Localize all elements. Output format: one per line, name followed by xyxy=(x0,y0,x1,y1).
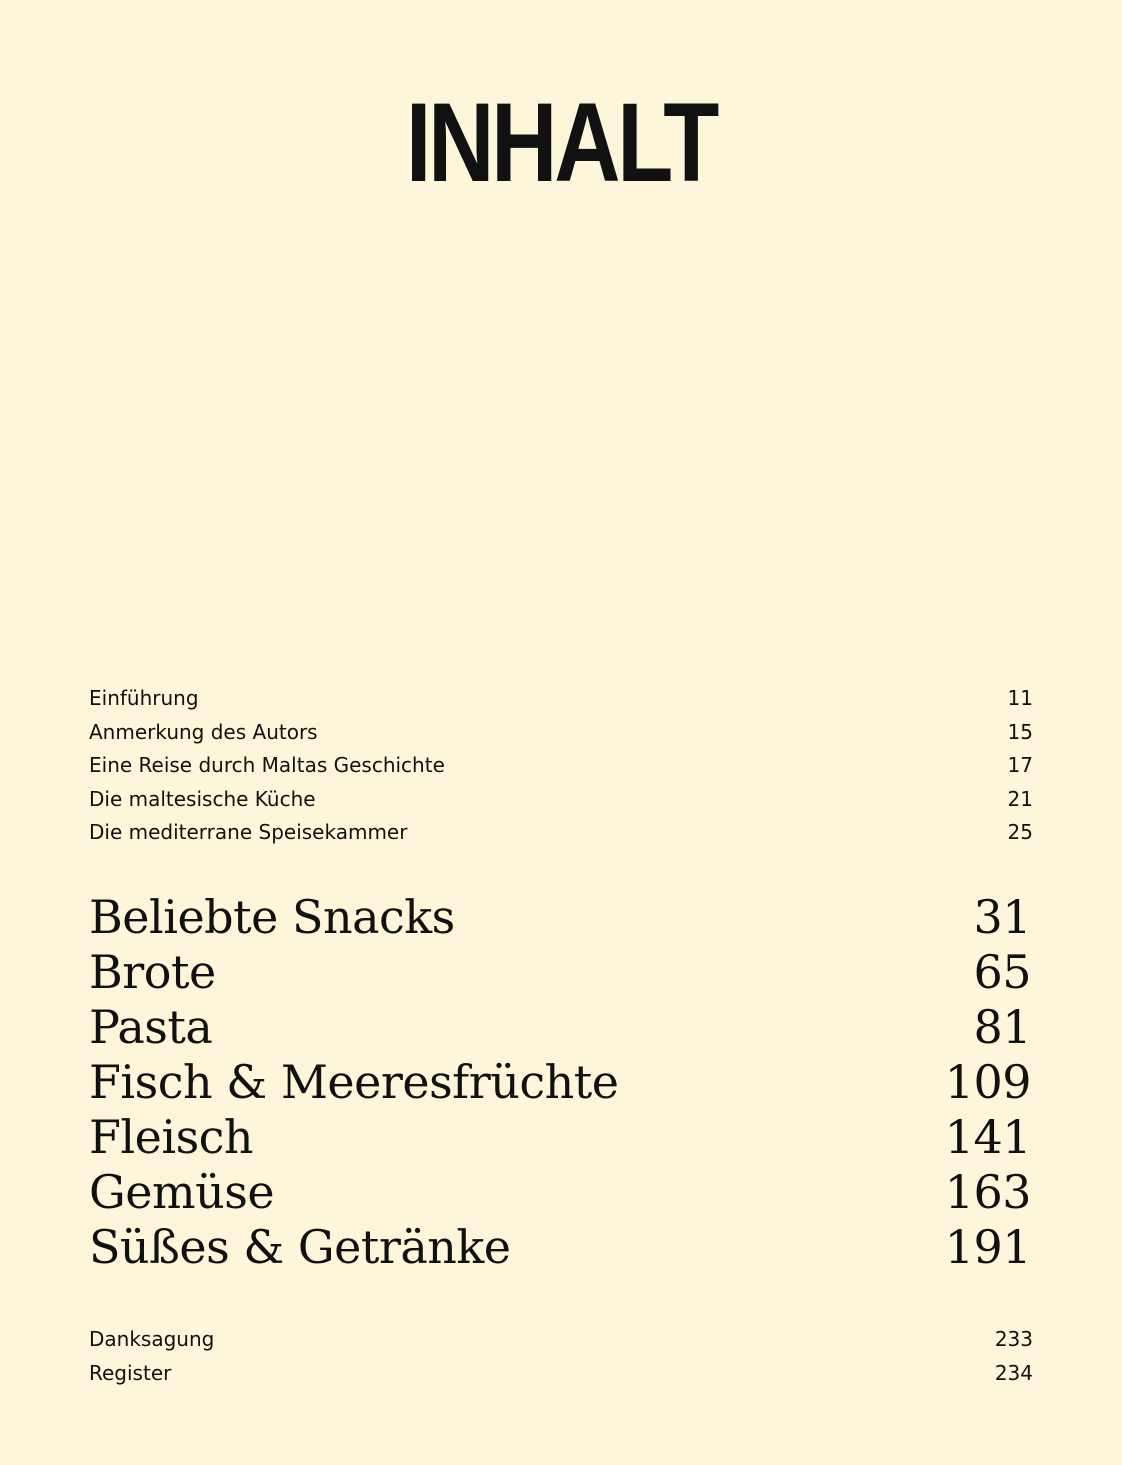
toc-entry-reise[interactable] xyxy=(89,750,1033,784)
toc-entry-page: 234 xyxy=(994,1360,1033,1385)
toc-entry-page: 233 xyxy=(994,1327,1033,1351)
chapter-page: 141 xyxy=(944,1110,1031,1164)
chapter-page: 65 xyxy=(973,945,1031,999)
chapter-label: Fleisch xyxy=(89,1110,254,1164)
toc-entry-page: 25 xyxy=(1007,820,1033,844)
chapter-list xyxy=(89,890,1033,1275)
toc-entry-page: 11 xyxy=(1007,686,1033,710)
toc-entry-register[interactable] xyxy=(89,1358,1033,1392)
toc-entry-page: 21 xyxy=(1007,786,1033,811)
chapter-entry-gemuese[interactable] xyxy=(89,1165,1033,1220)
toc-entry-label: Register xyxy=(89,1360,172,1385)
toc-entry-page: 17 xyxy=(1007,753,1033,777)
toc-entry-kueche[interactable] xyxy=(89,784,1033,818)
chapter-page: 163 xyxy=(944,1165,1031,1219)
back-matter-list xyxy=(89,1324,1033,1391)
toc-entry-label: Eine Reise durch Maltas Geschichte xyxy=(89,753,445,777)
chapter-page: 81 xyxy=(973,1000,1031,1054)
toc-entry-label: Die maltesische Küche xyxy=(89,786,316,811)
toc-entry-label: Einführung xyxy=(89,686,199,710)
page-title: INHALT xyxy=(405,80,717,205)
front-matter-list xyxy=(89,683,1033,851)
chapter-label: Süßes & Getränke xyxy=(89,1220,511,1274)
chapter-label: Fisch & Meeresfrüchte xyxy=(89,1055,619,1109)
chapter-entry-fisch[interactable] xyxy=(89,1055,1033,1110)
chapter-label: Brote xyxy=(89,945,216,999)
toc-entry-page: 15 xyxy=(1007,719,1033,744)
chapter-entry-fleisch[interactable] xyxy=(89,1110,1033,1165)
chapter-entry-brote[interactable] xyxy=(89,945,1033,1000)
toc-entry-label: Anmerkung des Autors xyxy=(89,719,318,744)
toc-entry-einfuehrung[interactable] xyxy=(89,683,1033,717)
toc-entry-speisekammer[interactable] xyxy=(89,817,1033,851)
chapter-entry-pasta[interactable] xyxy=(89,1000,1033,1055)
chapter-page: 31 xyxy=(973,890,1031,944)
toc-entry-label: Die mediterrane Speisekammer xyxy=(89,820,408,844)
toc-entry-label: Danksagung xyxy=(89,1327,215,1351)
chapter-page: 109 xyxy=(944,1055,1031,1109)
chapter-label: Pasta xyxy=(89,1000,213,1054)
chapter-entry-suesses[interactable] xyxy=(89,1220,1033,1275)
toc-entry-anmerkung[interactable] xyxy=(89,717,1033,751)
chapter-label: Beliebte Snacks xyxy=(89,890,455,944)
chapter-entry-snacks[interactable] xyxy=(89,890,1033,945)
toc-entry-danksagung[interactable] xyxy=(89,1324,1033,1358)
chapter-page: 191 xyxy=(944,1220,1031,1274)
chapter-label: Gemüse xyxy=(89,1165,275,1219)
